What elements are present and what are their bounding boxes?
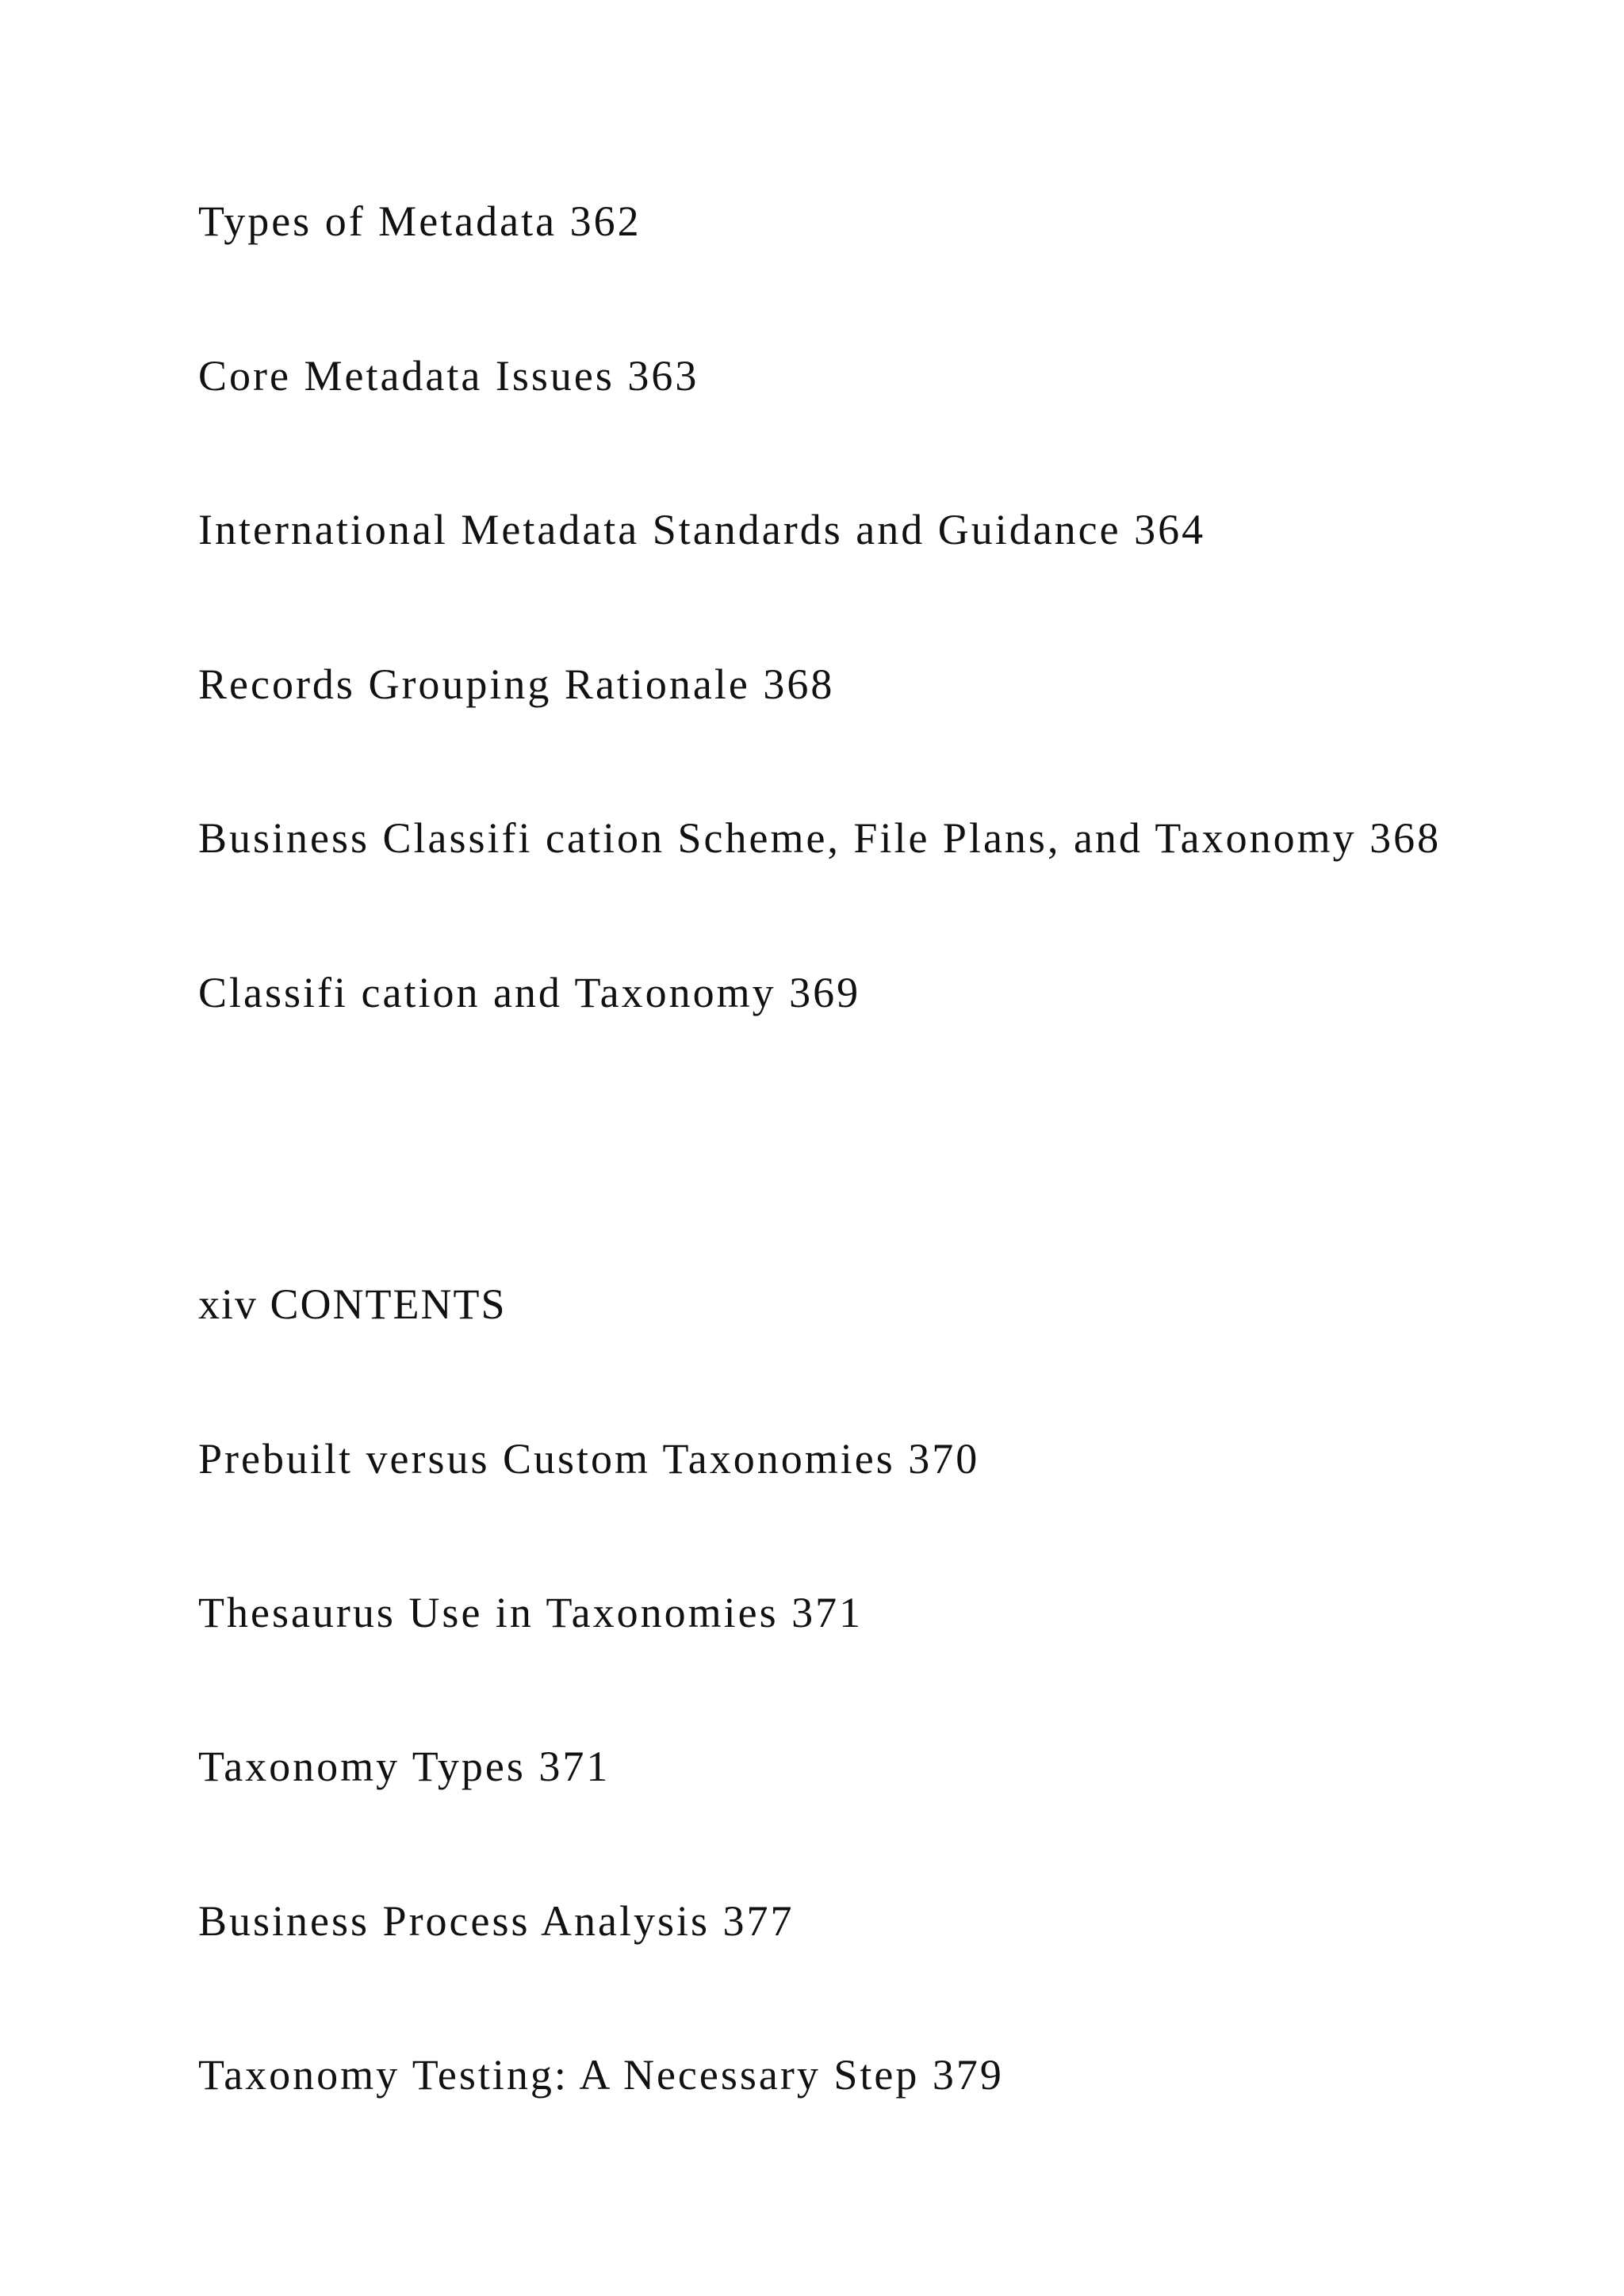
- toc-entry: Taxonomy Testing: A Necessary Step 379: [198, 2051, 1004, 2099]
- running-header: xiv CONTENTS: [198, 1280, 507, 1328]
- toc-entry: Thesaurus Use in Taxonomies 371: [198, 1589, 864, 1636]
- toc-entry: Core Metadata Issues 363: [198, 352, 699, 400]
- toc-entry: Records Grouping Rationale 368: [198, 660, 835, 708]
- toc-entry: Business Process Analysis 377: [198, 1897, 795, 1945]
- toc-entry: Prebuilt versus Custom Taxonomies 370: [198, 1435, 980, 1483]
- toc-entry: International Metadata Standards and Guidance 364: [198, 506, 1206, 553]
- toc-entry: Taxonomy Types 371: [198, 1743, 611, 1790]
- toc-entry: Classifi cation and Taxonomy 369: [198, 969, 861, 1016]
- toc-entry: Types of Metadata 362: [198, 197, 642, 245]
- toc-entry: Business Classifi cation Scheme, File Plans, and Taxonomy 368: [198, 814, 1442, 862]
